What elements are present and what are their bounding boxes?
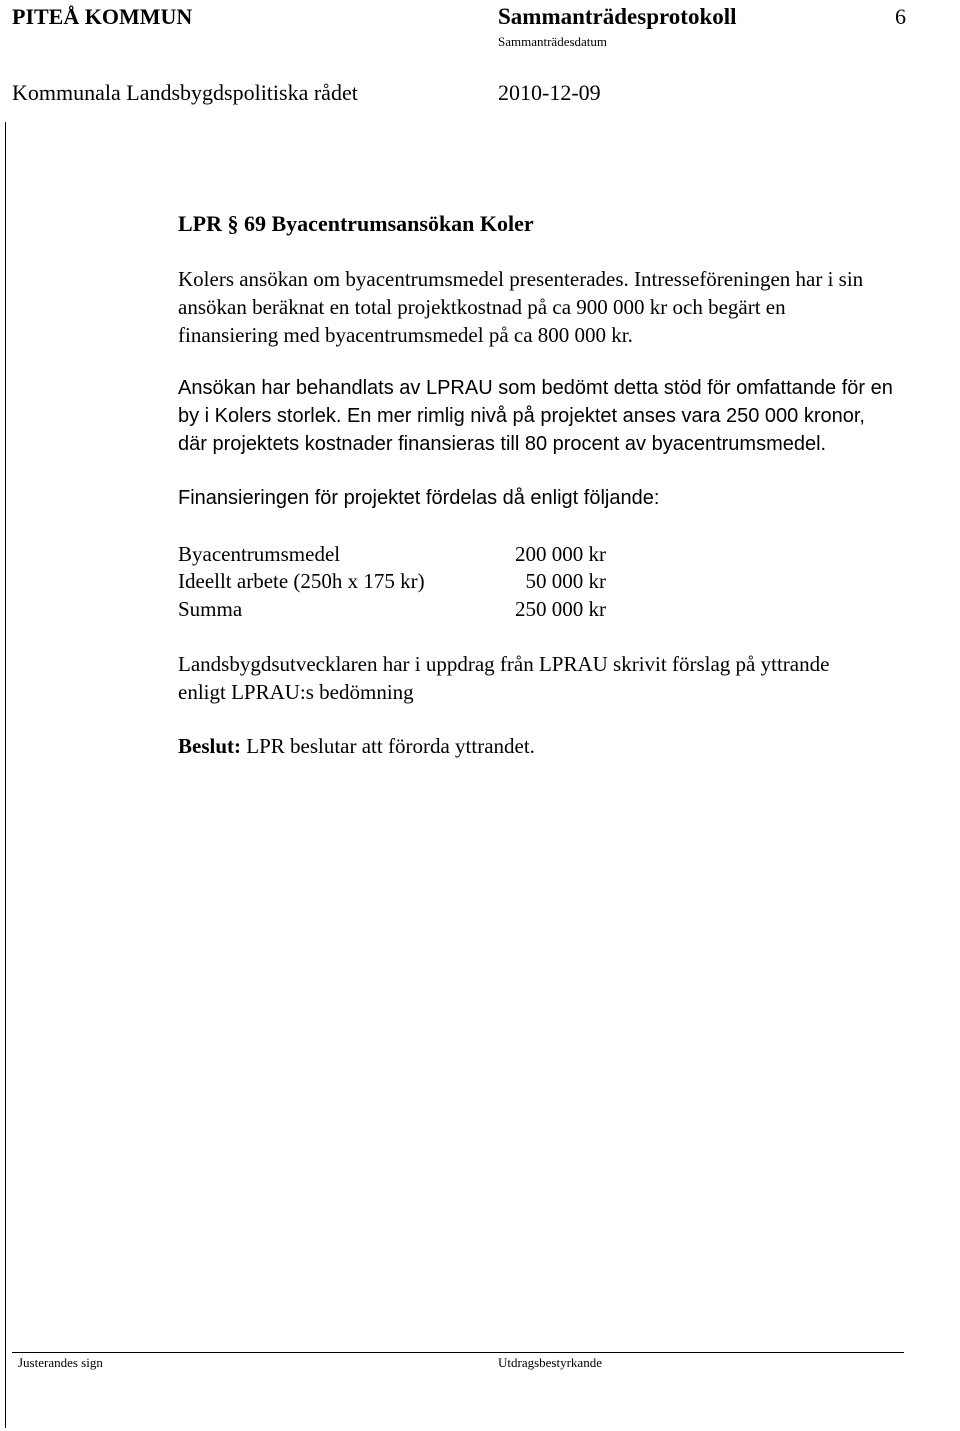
margin-rule [5,122,6,1428]
paragraph-assignment [178,650,829,706]
financing-label: Byacentrumsmedel [178,542,341,566]
financing-label: Ideellt arbete (250h x 175 kr) [178,569,425,593]
paragraph-line: enligt LPRAU:s bedömning [178,680,414,704]
decision-label: Beslut: [178,734,241,758]
financing-row [178,540,618,568]
signature-label: Justerandes sign [18,1355,103,1370]
paragraph-assessment [178,374,893,458]
document-title: Sammanträdesprotokoll [498,4,737,29]
paragraph-line: Ansökan har behandlats av LPRAU som bedömt detta stöd för omfattande för en [178,377,893,399]
decision [178,732,535,760]
meeting-date-label: Sammanträdesdatum [498,34,608,49]
financing-row [178,567,618,595]
paragraph-line: Finansieringen för projektet fördelas då enligt följande: [178,487,660,509]
paragraph-financing-intro [178,484,659,512]
paragraph-line: ansökan beräknat en total projektkostnad på ca 900 000 kr och begärt en [178,295,786,319]
financing-amount: 50 000 kr [525,569,606,593]
paragraph-line: finansiering med byacentrumsmedel på ca 800 000 kr. [178,323,633,347]
committee-name: Kommunala Landsbygdspolitiska rådet [12,80,358,105]
financing-label: Summa [178,597,243,621]
section-title: LPR § 69 Byacentrumsansökan Koler [178,211,534,236]
paragraph-line: där projektets kostnader finansieras till 80 procent av byacentrumsmedel. [178,433,827,455]
page-number: 6 [895,4,906,29]
meeting-date: 2010-12-09 [498,80,601,105]
paragraph-line: Landsbygdsutvecklaren har i uppdrag från LPRAU skrivit förslag på yttrande [178,652,830,676]
paragraph-line: Kolers ansökan om byacentrumsmedel presenterades. Intresseföreningen har i sin [178,267,864,291]
extract-certification-label: Utdragsbestyrkande [498,1355,602,1370]
paragraph-application [178,265,863,349]
decision-text: LPR beslutar att förorda yttrandet. [241,734,535,758]
financing-row [178,595,618,623]
financing-amount: 250 000 kr [515,597,606,621]
financing-amount: 200 000 kr [515,542,606,566]
organization-name: PITEÅ KOMMUN [12,4,193,29]
paragraph-line: by i Kolers storlek. En mer rimlig nivå på projektet anses vara 250 000 kronor, [178,405,865,427]
footer-rule [12,1352,904,1353]
